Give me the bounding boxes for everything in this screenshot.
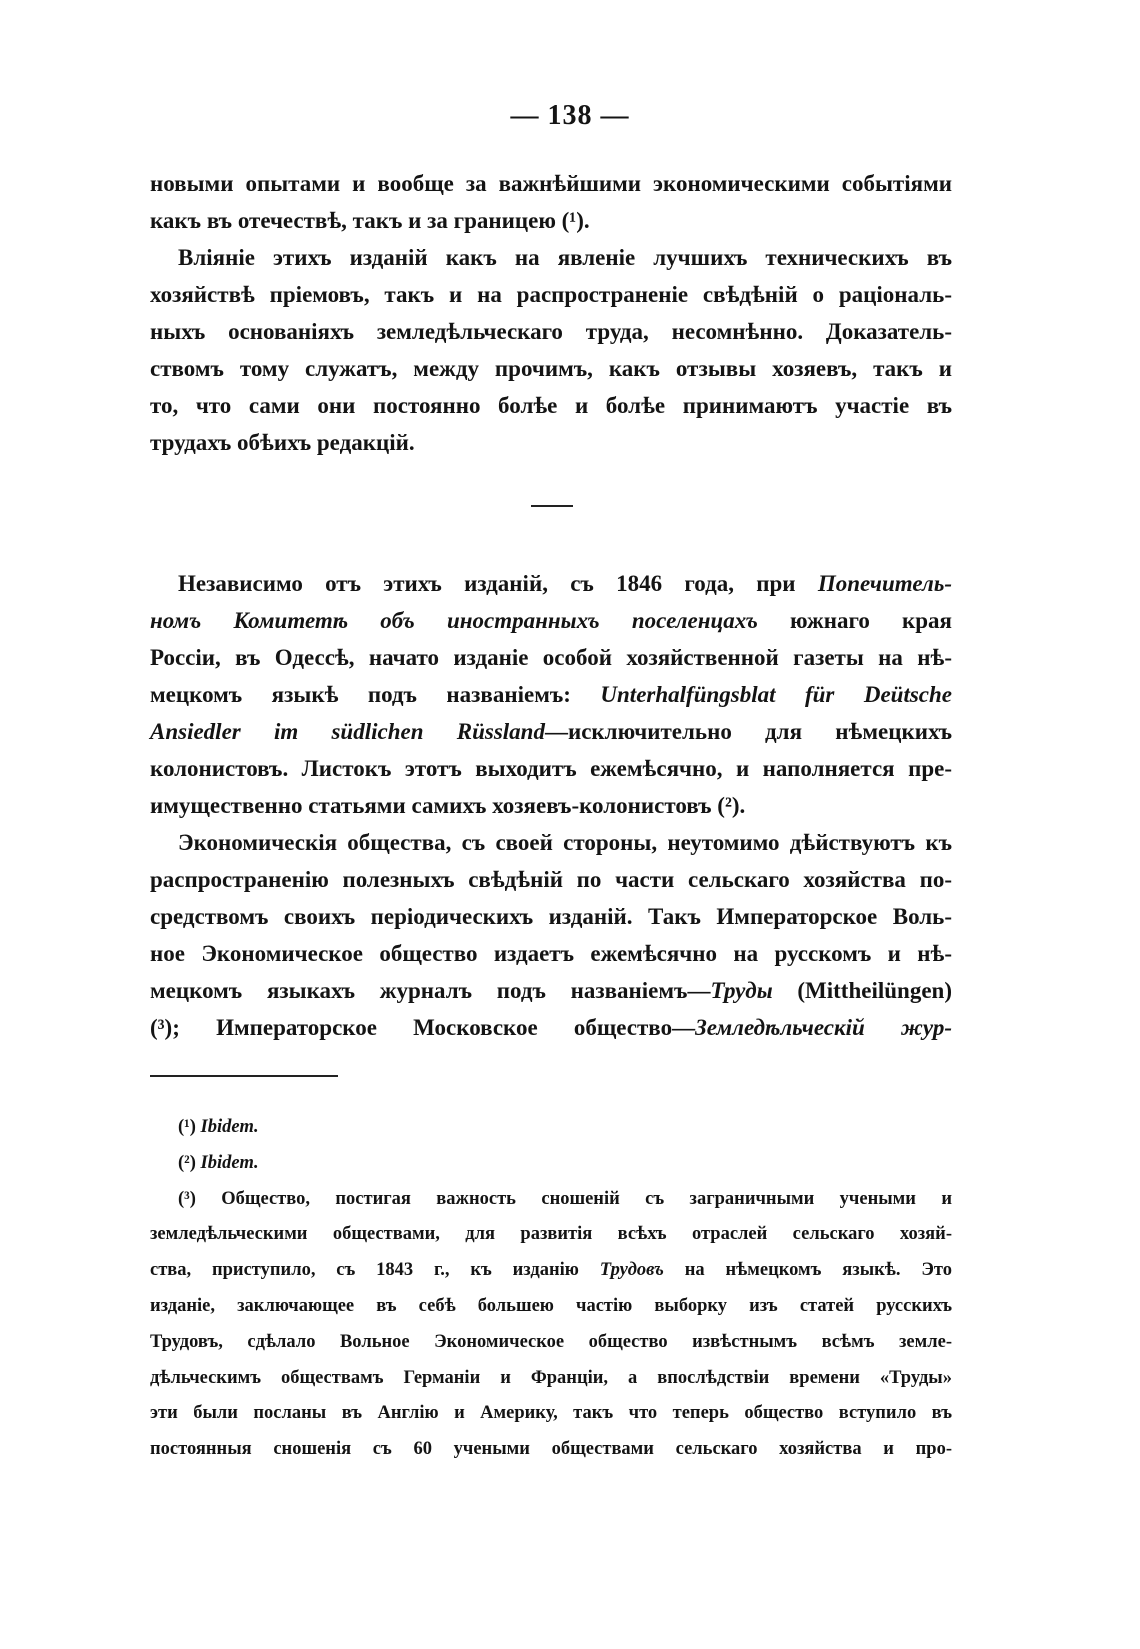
text-segment: —исключительно для нѣмецкихъ <box>544 719 952 744</box>
text-line <box>150 676 952 713</box>
text-segment: колонистовъ. Листокъ этотъ выходитъ ежемѣсячно, и наполняется пре- <box>150 756 952 781</box>
text-segment: (²) <box>178 1152 201 1173</box>
italic-text: Ibidem. <box>200 1117 259 1137</box>
text-segment: ное Экономическое общество издаетъ ежемѣсячно на русскомъ и нѣ- <box>150 941 952 966</box>
italic-text: Ansiedler im südlichen Rüssland <box>150 719 545 744</box>
text-segment: Экономическія общества, съ своей стороны, неутомимо дѣйствуютъ къ <box>178 830 952 855</box>
text-segment: то, что сами они постоянно болѣе и болѣе принимаютъ участіе въ <box>150 393 952 418</box>
text-segment: ства, приступило, съ 1843 г., къ изданію <box>150 1260 600 1281</box>
text-segment: какъ въ отечествѣ, такъ и за границею (¹). <box>150 208 590 233</box>
text-segment: (³) Общество, постигая важность сношеній съ заграничными учеными и <box>178 1188 952 1209</box>
italic-text: Труды <box>710 978 773 1003</box>
text-segment: на нѣмецкомъ языкѣ. Это <box>663 1260 952 1281</box>
text-segment: распространенію полезныхъ свѣдѣній по части сельскаго хозяйства по- <box>150 867 952 892</box>
text-segment: постоянныя сношенія съ 60 учеными обществами сельскаго хозяйства и про- <box>150 1439 952 1460</box>
footnote-line <box>150 1325 952 1361</box>
italic-text: Трудовъ <box>599 1260 664 1281</box>
footnote-line <box>150 1182 952 1218</box>
text-line <box>150 239 952 276</box>
text-segment: земледѣльческими обществами, для развитія всѣхъ отраслей сельскаго хозяй- <box>150 1224 952 1245</box>
footnote-line <box>150 1396 952 1432</box>
text-line <box>150 1009 952 1046</box>
text-segment: мецкомъ языкѣ подъ названіемъ: <box>150 682 601 707</box>
text-segment: южнаго края <box>757 608 952 633</box>
text-line <box>150 602 952 639</box>
footnote-line <box>150 1253 952 1289</box>
text-segment: ствомъ тому служатъ, между прочимъ, какъ отзывы хозяевъ, такъ и <box>150 356 952 381</box>
text-line <box>150 972 952 1009</box>
footnote-line <box>150 1146 952 1182</box>
page-number: — 138 — <box>510 100 630 131</box>
text-line <box>150 565 952 602</box>
text-segment: средствомъ своихъ періодическихъ изданій. Такъ Императорское Воль- <box>150 904 952 929</box>
section-separator <box>531 505 573 507</box>
footnote-line <box>150 1361 952 1397</box>
text-segment: мецкомъ языкахъ журналъ подъ названіемъ— <box>150 978 711 1003</box>
italic-text: Земледѣльческій жур- <box>695 1015 952 1040</box>
footnote-line <box>150 1110 952 1146</box>
paragraph-block-top <box>150 165 952 461</box>
text-line <box>150 861 952 898</box>
text-segment: ныхъ основаніяхъ земледѣльческаго труда, несомнѣнно. Доказатель- <box>150 319 952 344</box>
footnote-line <box>150 1432 952 1468</box>
text-segment: Россіи, въ Одессѣ, начато изданіе особой хозяйственной газеты на нѣ- <box>150 645 952 670</box>
italic-text: Unterhalfüngsblat für Deütsche <box>600 682 952 707</box>
text-line <box>150 202 952 239</box>
text-segment: Независимо отъ этихъ изданій, съ 1846 года, при <box>178 571 818 596</box>
text-line <box>150 713 952 750</box>
text-line <box>150 387 952 424</box>
text-line <box>150 424 952 461</box>
text-line <box>150 313 952 350</box>
text-segment: (¹) <box>178 1117 201 1137</box>
text-segment: хозяйствѣ пріемовъ, такъ и на распространеніе свѣдѣній о раціональ- <box>150 282 952 307</box>
text-line <box>150 639 952 676</box>
text-segment: Трудовъ, сдѣлало Вольное Экономическое общество извѣстнымъ всѣмъ земле- <box>150 1331 952 1352</box>
text-segment: новыми опытами и вообще за важнѣйшими экономическими событіями <box>150 171 952 196</box>
footnotes <box>150 1110 952 1468</box>
text-line <box>150 276 952 313</box>
italic-text: номъ Комитетѣ объ иностранныхъ поселенцахъ <box>150 608 758 633</box>
text-line <box>150 787 952 824</box>
text-line <box>150 165 952 202</box>
footnote-rule <box>150 1075 338 1077</box>
text-line <box>150 824 952 861</box>
text-segment: (Mittheilüngen) <box>772 978 952 1003</box>
paragraph-block-main <box>150 565 952 1046</box>
text-line <box>150 750 952 787</box>
footnote-line <box>150 1217 952 1253</box>
text-segment: Вліяніе этихъ изданій какъ на явленіе лучшихъ техническихъ въ <box>178 245 952 270</box>
text-segment: трудахъ обѣихъ редакцій. <box>150 430 415 455</box>
footnote-line <box>150 1289 952 1325</box>
italic-text: Попечитель- <box>817 571 952 596</box>
text-line <box>150 898 952 935</box>
text-segment: (³); Императорское Московское общество— <box>150 1015 696 1040</box>
text-line <box>150 935 952 972</box>
italic-text: Ibidem. <box>200 1152 259 1173</box>
text-segment: эти были посланы въ Англію и Америку, такъ что теперь общество вступило въ <box>150 1403 952 1424</box>
text-segment: изданіе, заключающее въ себѣ большею частію выборку изъ статей русскихъ <box>150 1295 952 1316</box>
text-segment: имущественно статьями самихъ хозяевъ-колонистовъ (²). <box>150 793 746 818</box>
text-segment: дѣльческимъ обществамъ Германіи и Франціи, а впослѣдствіи времени «Труды» <box>150 1367 952 1388</box>
text-line <box>150 350 952 387</box>
